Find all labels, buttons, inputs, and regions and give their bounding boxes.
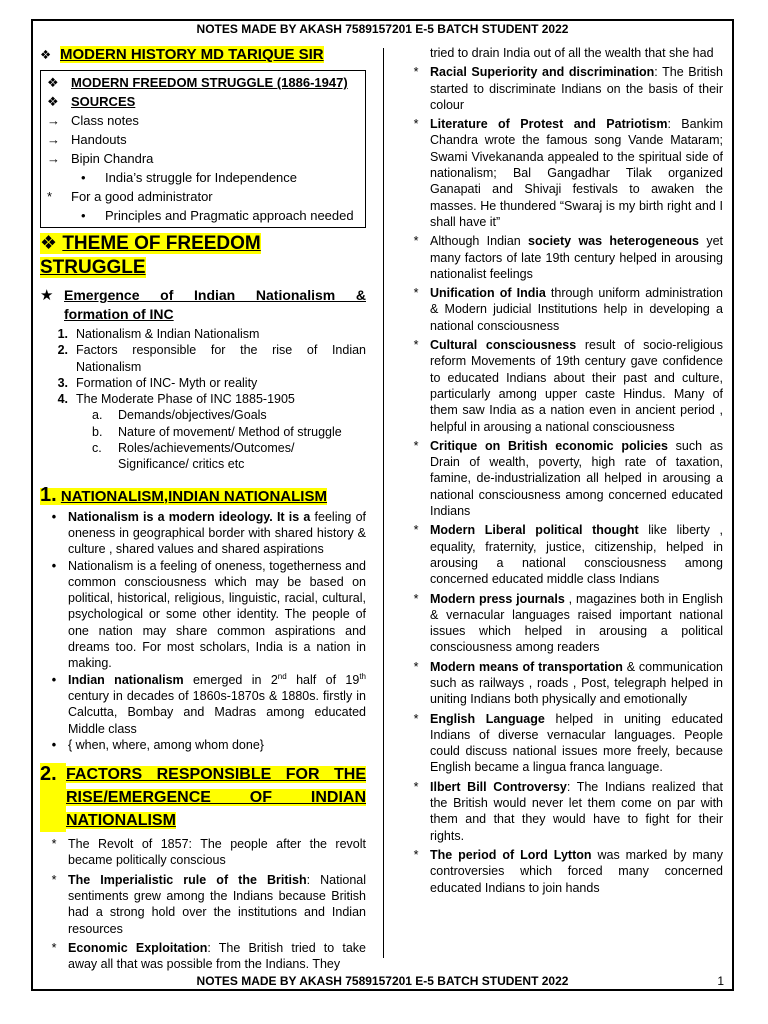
sub-list-item: c. Roles/achievements/Outcomes/ Significance/ critics etc <box>92 441 295 472</box>
factor-continuation: tried to drain India out of all the wealth that she had <box>430 46 714 60</box>
source-subitem: • India’s struggle for Independence <box>81 170 298 185</box>
asterisk-bullet-icon: * <box>413 117 419 132</box>
diamond-bullet-icon: ❖ <box>40 233 63 254</box>
emergence-heading: ★ Emergence of Indian Nationalism & formation of INC <box>40 287 366 322</box>
column-divider <box>383 48 384 958</box>
asterisk-bullet-icon: * <box>51 837 57 852</box>
theme-heading: ❖ THEME OF FREEDOM STRUGGLE <box>40 233 261 278</box>
factor-item: * The period of Lord Lytton was marked by many controversies which forced many concerned educated Indians to join hands <box>402 847 723 896</box>
section-2-heading: 2. FACTORS RESPONSIBLE FOR THE RISE/EMERGENCE OF INDIAN NATIONALISM <box>40 763 366 832</box>
doc-title <box>40 44 366 66</box>
asterisk-bullet-icon: * <box>51 940 57 955</box>
bullet-item: • Indian nationalism emerged in 2nd half of 19th century in decades of 1860s-1870s & 1880s. firstly in Calcutta, Bombay and Madras among educated Middle class <box>40 672 366 737</box>
box-heading: ❖ MODERN FREEDOM STRUGGLE (1886-1947) <box>47 75 348 90</box>
factor-item: * Modern means of transportation & communication such as railways , roads , Post, telegraph helped in uniting Indians both physically and emotionally <box>402 659 723 708</box>
right-column <box>402 45 723 899</box>
round-bullet-icon: • <box>81 208 86 223</box>
left-column <box>40 44 366 976</box>
factor-item: * Literature of Protest and Patriotism: Bankim Chandra wrote the famous song Vande Mataram; Swami Vivekananda appealed to the spiritual side of nationalism; Bal Gangadhar Tilak organized Ganapati and Shivaji festivals to awaken the masses. He thundered “Swaraj is my birth right and I shall have it” <box>402 116 723 230</box>
factor-item: * Cultural consciousness result of socio-religious reform Movements of 19th century gave confidence to educated Indians about their past and culture, particularly among upper caste Hindus. Many of them saw India as a nation even in ancient period , helpful in arousing a national consciousness <box>402 337 723 435</box>
arrow-right-icon: → <box>47 132 60 147</box>
box-sources: ❖ SOURCES <box>47 94 136 109</box>
bullet-item: • { when, where, among whom done} <box>40 737 366 753</box>
asterisk-bullet-icon: * <box>413 591 419 606</box>
list-item: 2. Factors responsible for the rise of Indian Nationalism <box>57 343 366 374</box>
bullet-item: • Nationalism is a feeling of oneness, togetherness and common consciousness which may be based on political, historical, religious, linguistic, racial, cultural, psychological or some other identity. The people of one nation may share common aspirations and dreams too. For most scholars, India is a nation in making. <box>40 558 366 672</box>
asterisk-bullet-icon: * <box>413 847 419 862</box>
diamond-bullet-icon: ❖ <box>47 94 59 109</box>
bullet-item: • Nationalism is a modern ideology. It is a feeling of oneness in geographical border with shared history & culture , shared values and shared aspirations <box>40 509 366 558</box>
factor-item: * English Language helped in uniting educated Indians of diverse vernacular languages. People could discuss national issues more freely, because English became a lingua franca language. <box>402 711 723 776</box>
factor-item: * Economic Exploitation: The British tried to take away all that was possible from the Indians. They <box>40 940 366 973</box>
source-item: → Handouts <box>47 132 127 147</box>
asterisk-bullet-icon: * <box>413 711 419 726</box>
arrow-right-icon: → <box>47 113 60 128</box>
round-bullet-icon: • <box>81 170 86 185</box>
sources-box <box>40 70 366 228</box>
asterisk-bullet-icon: * <box>413 338 419 353</box>
page-footer: NOTES MADE BY AKASH 7589157201 E-5 BATCH STUDENT 2022 <box>196 974 569 988</box>
arrow-right-icon: → <box>47 151 60 166</box>
diamond-bullet-icon: ❖ <box>40 48 52 62</box>
factor-item: * Critique on British economic policies such as Drain of wealth, poverty, high rate of taxation, famine, de-industrialization all helped in arousing a national consciousness among concerned educated Indians <box>402 438 723 519</box>
factor-item: * Racial Superiority and discrimination: The British started to discriminate Indians on the basis of their colour <box>402 64 723 113</box>
asterisk-bullet-icon: * <box>51 872 57 887</box>
asterisk-bullet-icon: * <box>413 65 419 80</box>
sub-list-item: b. Nature of movement/ Method of struggle <box>92 424 342 439</box>
asterisk-bullet-icon: * <box>413 779 419 794</box>
round-bullet-icon: • <box>51 672 57 687</box>
asterisk-bullet-icon: * <box>413 659 419 674</box>
doc-title-text: MODERN HISTORY MD TARIQUE SIR <box>60 46 324 63</box>
topic-list <box>40 326 366 473</box>
round-bullet-icon: • <box>51 558 57 573</box>
factor-item: * Modern press journals , magazines both in English & vernacular languages raised important national issues which helped in arousing a political consciousness among readers <box>402 591 723 656</box>
factor-item: * Modern Liberal political thought like liberty , equality, fraternity, justice, citizenship, helped in arousing a national consciousness among concerned educated middle class Indians <box>402 522 723 587</box>
list-item: 1. Nationalism & Indian Nationalism <box>57 327 260 341</box>
admin-subitem: • Principles and Pragmatic approach needed <box>81 208 354 223</box>
sub-list-item: a. Demands/objectives/Goals <box>92 408 267 423</box>
round-bullet-icon: • <box>51 737 57 752</box>
factor-item: * The Revolt of 1857: The people after the revolt became politically conscious <box>40 836 366 869</box>
page-number: 1 <box>717 974 724 988</box>
diamond-bullet-icon: ❖ <box>47 75 59 90</box>
asterisk-bullet-icon: * <box>413 438 419 453</box>
admin-item: * For a good administrator <box>47 189 213 204</box>
page-header: NOTES MADE BY AKASH 7589157201 E-5 BATCH STUDENT 2022 <box>196 22 569 36</box>
factor-item: * Unification of India through uniform administration & Modern judicial Institutions help in developing a national consciousness <box>402 285 723 334</box>
source-item: → Class notes <box>47 113 139 128</box>
asterisk-bullet-icon: * <box>413 523 419 538</box>
asterisk-bullet-icon: * <box>47 189 53 204</box>
asterisk-bullet-icon: * <box>413 234 419 249</box>
asterisk-bullet-icon: * <box>413 286 419 301</box>
list-item: 4. The Moderate Phase of INC 1885-1905 <box>57 392 295 407</box>
factor-item: * Ilbert Bill Controversy: The Indians realized that the British would never let them come on par with them and that they would have to fight for their rights. <box>402 779 723 844</box>
factor-item: * The Imperialistic rule of the British: National sentiments grew among the Indians because British had a strong hold over the institutions and Indian resources <box>40 872 366 937</box>
list-item: 3. Formation of INC- Myth or reality <box>57 375 258 390</box>
factor-item: * Although Indian society was heterogeneous yet many factors of late 19th century helped in arousing nationalist feelings <box>402 233 723 282</box>
round-bullet-icon: • <box>51 509 57 524</box>
source-item: → Bipin Chandra <box>47 151 154 166</box>
star-bullet-icon: ★ <box>40 287 54 304</box>
section-1-heading: 1. NATIONALISM,INDIAN NATIONALISM <box>40 483 327 506</box>
